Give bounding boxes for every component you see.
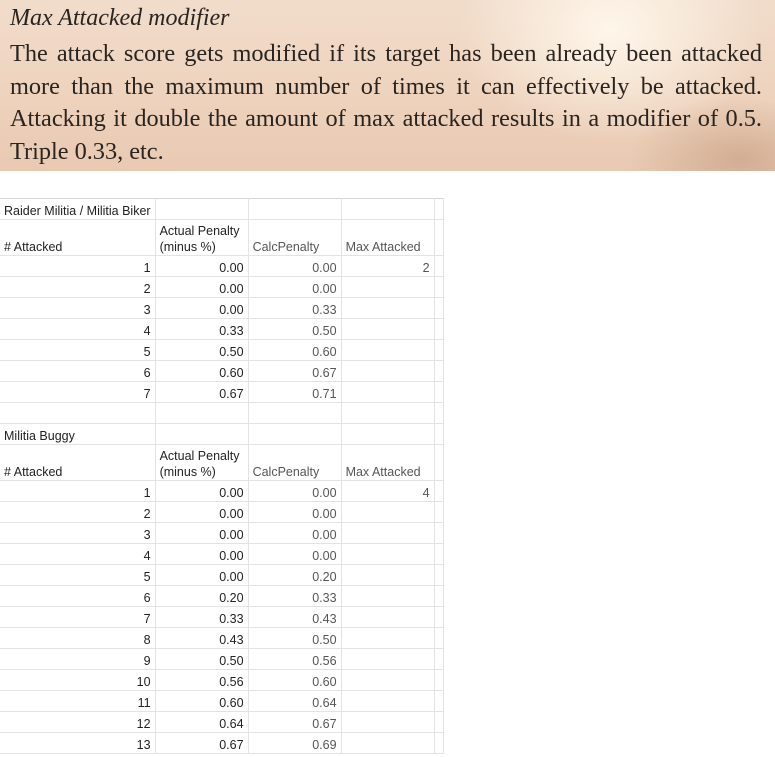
calc-penalty-cell[interactable]: 0.00 (248, 256, 341, 277)
empty-cell[interactable] (341, 382, 434, 403)
empty-cell[interactable] (341, 607, 434, 628)
calc-penalty-cell[interactable]: 0.00 (248, 502, 341, 523)
calc-penalty-cell[interactable]: 0.71 (248, 382, 341, 403)
empty-cell[interactable] (434, 565, 443, 586)
calc-penalty-cell[interactable]: 0.56 (248, 649, 341, 670)
spreadsheet-body (0, 199, 443, 754)
actual-penalty-cell[interactable]: 0.64 (155, 712, 248, 733)
empty-cell[interactable] (434, 523, 443, 544)
calc-penalty-cell[interactable]: 0.50 (248, 628, 341, 649)
empty-cell[interactable] (434, 445, 443, 481)
attacked-count-cell[interactable]: 12 (0, 712, 155, 733)
empty-cell[interactable] (434, 586, 443, 607)
empty-cell[interactable] (434, 424, 443, 445)
calc-penalty-cell[interactable]: 0.67 (248, 712, 341, 733)
empty-cell[interactable] (341, 733, 434, 754)
actual-penalty-cell[interactable]: 0.67 (155, 382, 248, 403)
header-attacked[interactable]: # Attacked (0, 220, 155, 256)
actual-penalty-cell[interactable]: 0.60 (155, 361, 248, 382)
attacked-count-cell[interactable]: 6 (0, 361, 155, 382)
attacked-count-cell[interactable]: 11 (0, 691, 155, 712)
description-banner (0, 0, 775, 171)
empty-cell[interactable] (434, 382, 443, 403)
empty-cell[interactable] (434, 298, 443, 319)
empty-cell[interactable] (434, 544, 443, 565)
empty-cell[interactable] (341, 502, 434, 523)
empty-cell[interactable] (434, 712, 443, 733)
calc-penalty-cell[interactable]: 0.20 (248, 565, 341, 586)
empty-cell[interactable] (341, 649, 434, 670)
header-actual-penalty[interactable]: Actual Penalty (minus %) (155, 445, 248, 481)
attacked-count-cell[interactable]: 9 (0, 649, 155, 670)
max-attacked-value[interactable]: 4 (341, 481, 434, 502)
table-title-row (0, 424, 443, 445)
actual-penalty-cell[interactable]: 0.00 (155, 502, 248, 523)
empty-cell[interactable] (341, 319, 434, 340)
calc-penalty-cell[interactable]: 0.33 (248, 586, 341, 607)
header-max-attacked[interactable]: Max Attacked (341, 445, 434, 481)
attacked-count-cell[interactable]: 3 (0, 523, 155, 544)
table-row (0, 733, 443, 754)
table-row (0, 691, 443, 712)
table-row (0, 502, 443, 523)
empty-cell[interactable] (434, 481, 443, 502)
actual-penalty-cell[interactable]: 0.56 (155, 670, 248, 691)
attacked-count-cell[interactable]: 4 (0, 544, 155, 565)
empty-cell[interactable] (248, 424, 341, 445)
description-text: The attack score gets modified if its target has been already been attacked more than the maximum number of times it can effectively be attacked. Attacking it double the amount of max attacked results in a modifier of 0.5. Triple 0.33, etc. (10, 40, 762, 165)
empty-cell[interactable] (341, 691, 434, 712)
actual-penalty-cell[interactable]: 0.50 (155, 649, 248, 670)
table-row (0, 361, 443, 382)
header-calc-penalty[interactable]: CalcPenalty (248, 445, 341, 481)
header-calc-penalty[interactable]: CalcPenalty (248, 220, 341, 256)
calc-penalty-cell[interactable]: 0.43 (248, 607, 341, 628)
actual-penalty-cell[interactable]: 0.50 (155, 340, 248, 361)
empty-cell[interactable] (434, 502, 443, 523)
empty-cell[interactable] (248, 199, 341, 220)
calc-penalty-cell[interactable]: 0.00 (248, 277, 341, 298)
table-row (0, 523, 443, 544)
empty-cell[interactable] (434, 649, 443, 670)
actual-penalty-cell[interactable]: 0.33 (155, 607, 248, 628)
empty-cell[interactable] (434, 199, 443, 220)
actual-penalty-cell[interactable]: 0.67 (155, 733, 248, 754)
attacked-count-cell[interactable]: 4 (0, 319, 155, 340)
actual-penalty-cell[interactable]: 0.43 (155, 628, 248, 649)
max-attacked-value[interactable]: 2 (341, 256, 434, 277)
attacked-count-cell[interactable]: 2 (0, 502, 155, 523)
table-row (0, 340, 443, 361)
empty-cell[interactable] (341, 544, 434, 565)
empty-cell[interactable] (341, 628, 434, 649)
calc-penalty-cell[interactable]: 0.00 (248, 523, 341, 544)
table-row (0, 481, 443, 502)
empty-cell[interactable] (434, 361, 443, 382)
table-row (0, 649, 443, 670)
empty-cell[interactable] (155, 424, 248, 445)
empty-cell[interactable] (155, 199, 248, 220)
calc-penalty-cell[interactable]: 0.00 (248, 544, 341, 565)
actual-penalty-cell[interactable]: 0.00 (155, 481, 248, 502)
spreadsheet (0, 198, 444, 754)
empty-cell[interactable] (434, 691, 443, 712)
header-max-attacked[interactable]: Max Attacked (341, 220, 434, 256)
table-row (0, 544, 443, 565)
calc-penalty-cell[interactable]: 0.33 (248, 298, 341, 319)
empty-cell[interactable] (434, 403, 443, 424)
calc-penalty-cell[interactable]: 0.00 (248, 481, 341, 502)
attacked-count-cell[interactable]: 1 (0, 256, 155, 277)
empty-cell[interactable] (341, 586, 434, 607)
table-row (0, 586, 443, 607)
table-row (0, 565, 443, 586)
table-row (0, 277, 443, 298)
attacked-count-cell[interactable]: 7 (0, 382, 155, 403)
empty-cell[interactable] (341, 277, 434, 298)
attacked-count-cell[interactable]: 6 (0, 586, 155, 607)
table-row (0, 628, 443, 649)
table-row (0, 298, 443, 319)
empty-cell[interactable] (341, 565, 434, 586)
empty-cell[interactable] (434, 607, 443, 628)
actual-penalty-cell[interactable]: 0.33 (155, 319, 248, 340)
empty-cell[interactable] (434, 670, 443, 691)
empty-cell[interactable] (341, 361, 434, 382)
empty-cell[interactable] (341, 403, 434, 424)
actual-penalty-cell[interactable]: 0.00 (155, 523, 248, 544)
empty-cell[interactable] (341, 523, 434, 544)
attacked-count-cell[interactable]: 5 (0, 340, 155, 361)
table-row (0, 256, 443, 277)
attacked-count-cell[interactable]: 3 (0, 298, 155, 319)
empty-cell[interactable] (248, 403, 341, 424)
actual-penalty-cell[interactable]: 0.20 (155, 586, 248, 607)
header-attacked[interactable]: # Attacked (0, 445, 155, 481)
header-row (0, 220, 443, 256)
attacked-count-cell[interactable]: 7 (0, 607, 155, 628)
header-actual-penalty[interactable]: Actual Penalty (minus %) (155, 220, 248, 256)
table-title[interactable]: Militia Buggy (0, 424, 155, 445)
calc-penalty-cell[interactable]: 0.64 (248, 691, 341, 712)
calc-penalty-cell[interactable]: 0.60 (248, 340, 341, 361)
attacked-count-cell[interactable]: 13 (0, 733, 155, 754)
table-row (0, 607, 443, 628)
calc-penalty-cell[interactable]: 0.50 (248, 319, 341, 340)
empty-cell[interactable] (155, 403, 248, 424)
actual-penalty-cell[interactable]: 0.00 (155, 256, 248, 277)
actual-penalty-cell[interactable]: 0.00 (155, 277, 248, 298)
table-title-row (0, 199, 443, 220)
empty-cell[interactable] (341, 199, 434, 220)
calc-penalty-cell[interactable]: 0.60 (248, 670, 341, 691)
actual-penalty-cell[interactable]: 0.00 (155, 298, 248, 319)
attacked-count-cell[interactable]: 5 (0, 565, 155, 586)
empty-cell[interactable] (434, 220, 443, 256)
empty-cell[interactable] (434, 277, 443, 298)
empty-cell[interactable] (341, 712, 434, 733)
empty-cell[interactable] (434, 340, 443, 361)
empty-cell[interactable] (0, 403, 155, 424)
table-row (0, 670, 443, 691)
attacked-count-cell[interactable]: 1 (0, 481, 155, 502)
empty-cell[interactable] (341, 340, 434, 361)
section-heading: Max Attacked modifier (10, 5, 230, 31)
empty-cell[interactable] (434, 256, 443, 277)
calc-penalty-cell[interactable]: 0.67 (248, 361, 341, 382)
empty-cell[interactable] (434, 628, 443, 649)
attacked-count-cell[interactable]: 8 (0, 628, 155, 649)
actual-penalty-cell[interactable]: 0.00 (155, 565, 248, 586)
calc-penalty-cell[interactable]: 0.69 (248, 733, 341, 754)
table-title[interactable]: Raider Militia / Militia Biker (0, 199, 155, 220)
empty-cell[interactable] (341, 424, 434, 445)
actual-penalty-cell[interactable]: 0.00 (155, 544, 248, 565)
empty-cell[interactable] (434, 319, 443, 340)
header-row (0, 445, 443, 481)
actual-penalty-cell[interactable]: 0.60 (155, 691, 248, 712)
spacer-row (0, 403, 443, 424)
attacked-count-cell[interactable]: 10 (0, 670, 155, 691)
empty-cell[interactable] (341, 298, 434, 319)
table-row (0, 712, 443, 733)
empty-cell[interactable] (434, 733, 443, 754)
table-row (0, 382, 443, 403)
table-row (0, 319, 443, 340)
attacked-count-cell[interactable]: 2 (0, 277, 155, 298)
empty-cell[interactable] (341, 670, 434, 691)
